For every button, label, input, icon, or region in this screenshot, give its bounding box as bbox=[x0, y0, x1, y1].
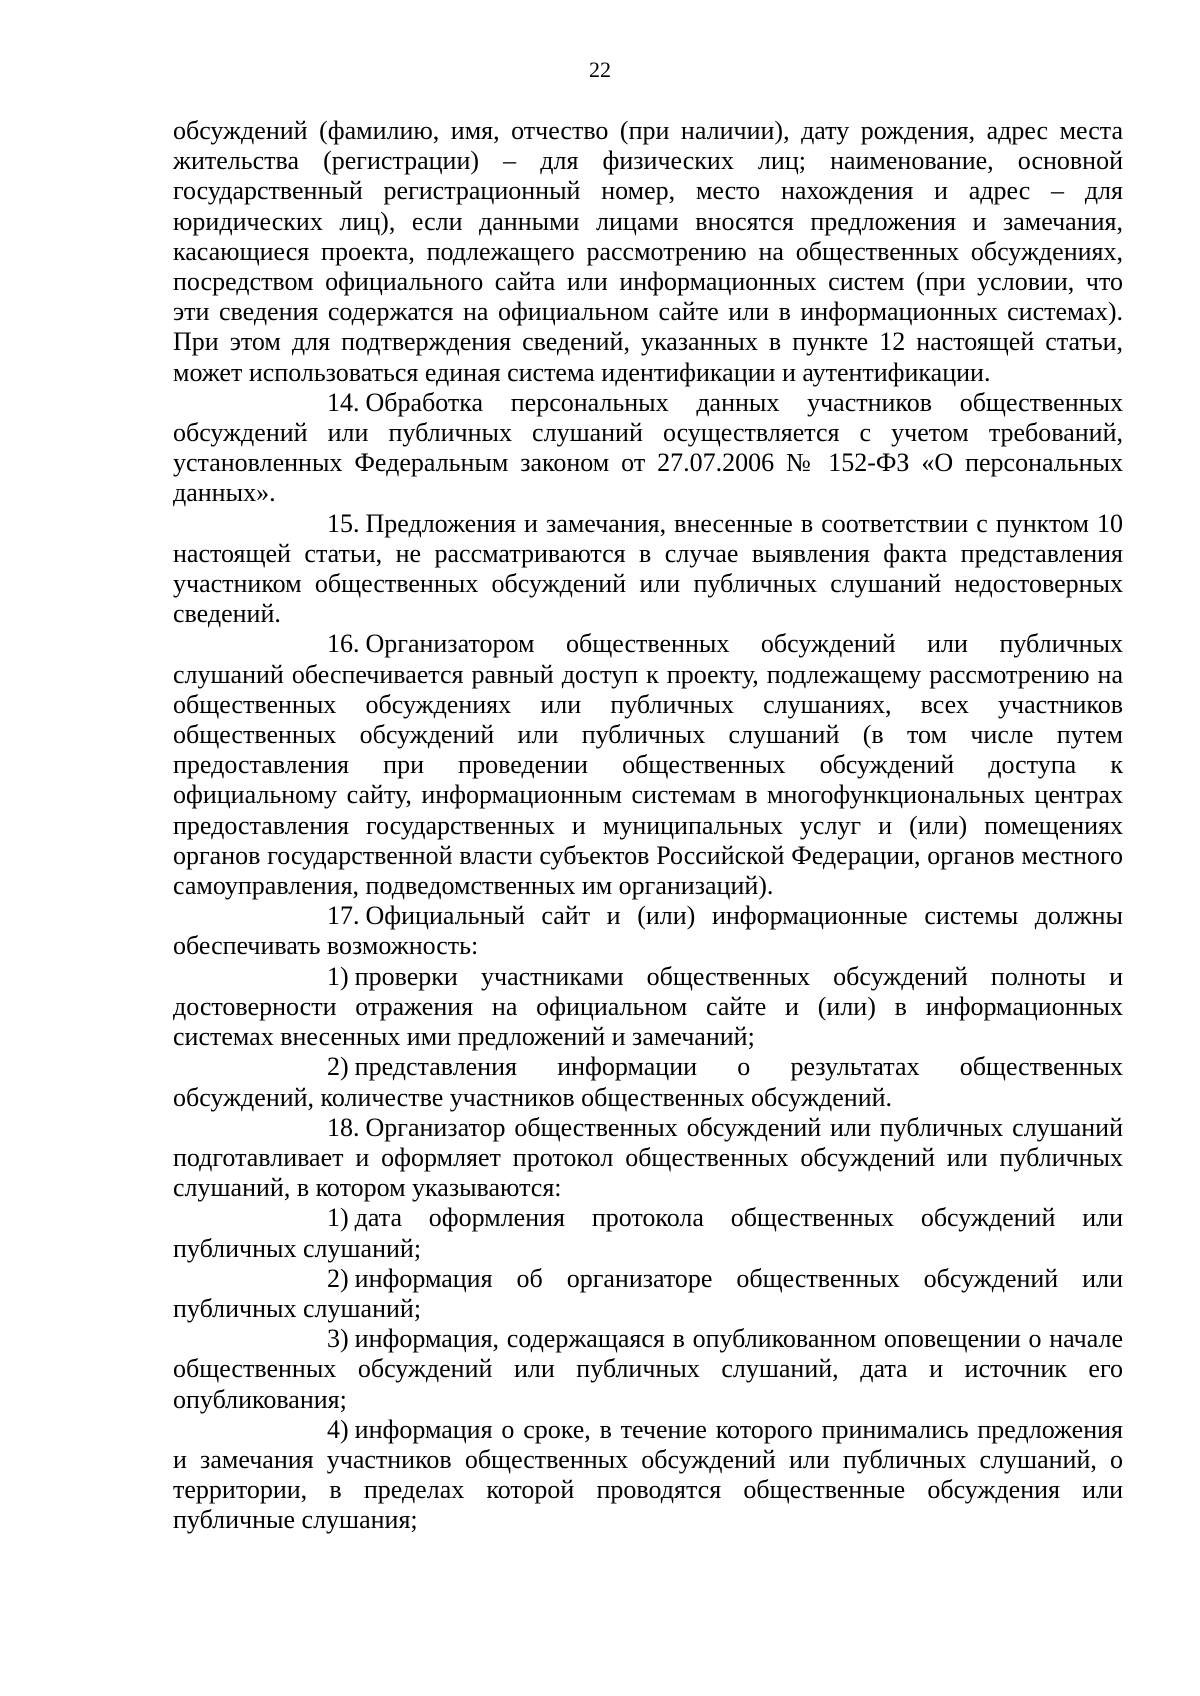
paragraph-item-18 bbox=[173, 1113, 1123, 1204]
paragraph-text: Официальный сайт и (или) информационные системы должны обеспечивать возможность: bbox=[173, 901, 1123, 961]
paragraph-text: Обработка персональных данных участников общественных обсуждений или публичных слушаний осуществляется с учетом требований, установленных Федеральным законом от 27.07.2006 № 152-ФЗ «О персональных данных». bbox=[173, 387, 1123, 508]
paragraph-item-16 bbox=[173, 629, 1123, 901]
paragraph-number: 17. bbox=[327, 901, 360, 931]
subitem-18-3 bbox=[173, 1324, 1123, 1415]
paragraph-number: 15. bbox=[327, 508, 360, 538]
subitem-text: проверки участниками общественных обсуждений полноты и достоверности отражения на официальном сайте и (или) в информационных системах внесенных ими предложений и замечаний; bbox=[173, 961, 1123, 1052]
subitem-number: 1) bbox=[327, 1203, 349, 1233]
paragraph-item-17 bbox=[173, 901, 1123, 961]
subitem-text: информация о сроке, в течение которого принимались предложения и замечания участников общественных обсуждений или публичных слушаний, о территории, в пределах которой проводятся общественные обсуждения или публичные слушания; bbox=[173, 1414, 1123, 1535]
subitem-number: 2) bbox=[327, 1263, 349, 1293]
paragraph-text: Организатор общественных обсуждений или публичных слушаний подготавливает и оформляет протокол общественных обсуждений или публичных слушаний, в котором указываются: bbox=[173, 1112, 1123, 1203]
paragraph-text: Организатором общественных обсуждений или публичных слушаний обеспечивается равный доступ к проекту, подлежащему рассмотрению на общественных обсуждениях или публичных слушаниях, всех участников общественных обсуждений или публичных слушаний (в том числе путем предоставления при проведении общественных обсуждений доступа к официальному сайту, информационным системам в многофункциональных центрах предоставления государственных и муниципальных услуг и (или) помещениях органов государственной власти субъектов Российской Федерации, органов местного самоуправления, подведомственных им организаций). bbox=[173, 629, 1123, 901]
paragraph-number: 14. bbox=[327, 387, 360, 417]
paragraph-number: 16. bbox=[327, 629, 360, 659]
subitem-text: дата оформления протокола общественных обсуждений или публичных слушаний; bbox=[173, 1203, 1123, 1263]
subitem-number: 1) bbox=[327, 961, 349, 991]
subitem-number: 4) bbox=[327, 1414, 349, 1444]
paragraph-item-14 bbox=[173, 388, 1123, 509]
subitem-17-1 bbox=[173, 962, 1123, 1053]
subitem-text: представления информации о результатах общественных обсуждений, количестве участников общественных обсуждений. bbox=[173, 1052, 1123, 1112]
paragraph-item-15 bbox=[173, 509, 1123, 630]
paragraph-continuation bbox=[173, 116, 1123, 388]
subitem-text: информация об организаторе общественных обсуждений или публичных слушаний; bbox=[173, 1263, 1123, 1323]
subitem-18-2 bbox=[173, 1264, 1123, 1324]
subitem-number: 2) bbox=[327, 1052, 349, 1082]
paragraph-text: Предложения и замечания, внесенные в соответствии с пунктом 10 настоящей статьи, не рассматриваются в случае выявления факта представления участником общественных обсуждений или публичных слушаний недостоверных сведений. bbox=[173, 508, 1123, 629]
paragraph-number: 18. bbox=[327, 1112, 360, 1142]
subitem-18-1 bbox=[173, 1203, 1123, 1263]
subitem-17-2 bbox=[173, 1052, 1123, 1112]
paragraph-text: обсуждений (фамилию, имя, отчество (при наличии), дату рождения, адрес места жительства (регистрации) – для физических лиц; наименование, основной государственный регистрационный номер, место нахождения и адрес – для юридических лиц), если данными лицами вносятся предложения и замечания, касающиеся проекта, подлежащего рассмотрению на общественных обсуждениях, посредством официального сайта или информационных систем (при условии, что эти сведения содержатся на официальном сайте или в информационных системах). При этом для подтверждения сведений, указанных в пункте 12 настоящей статьи, может использоваться единая система идентификации и аутентификации. bbox=[173, 116, 1123, 387]
page-number: 22 bbox=[589, 57, 611, 82]
subitem-18-4 bbox=[173, 1415, 1123, 1536]
subitem-text: информация, содержащаяся в опубликованном оповещении о начале общественных обсуждений или публичных слушаний, дата и источник его опубликования; bbox=[173, 1324, 1123, 1414]
subitem-number: 3) bbox=[327, 1324, 349, 1354]
document-body bbox=[173, 116, 1123, 1536]
